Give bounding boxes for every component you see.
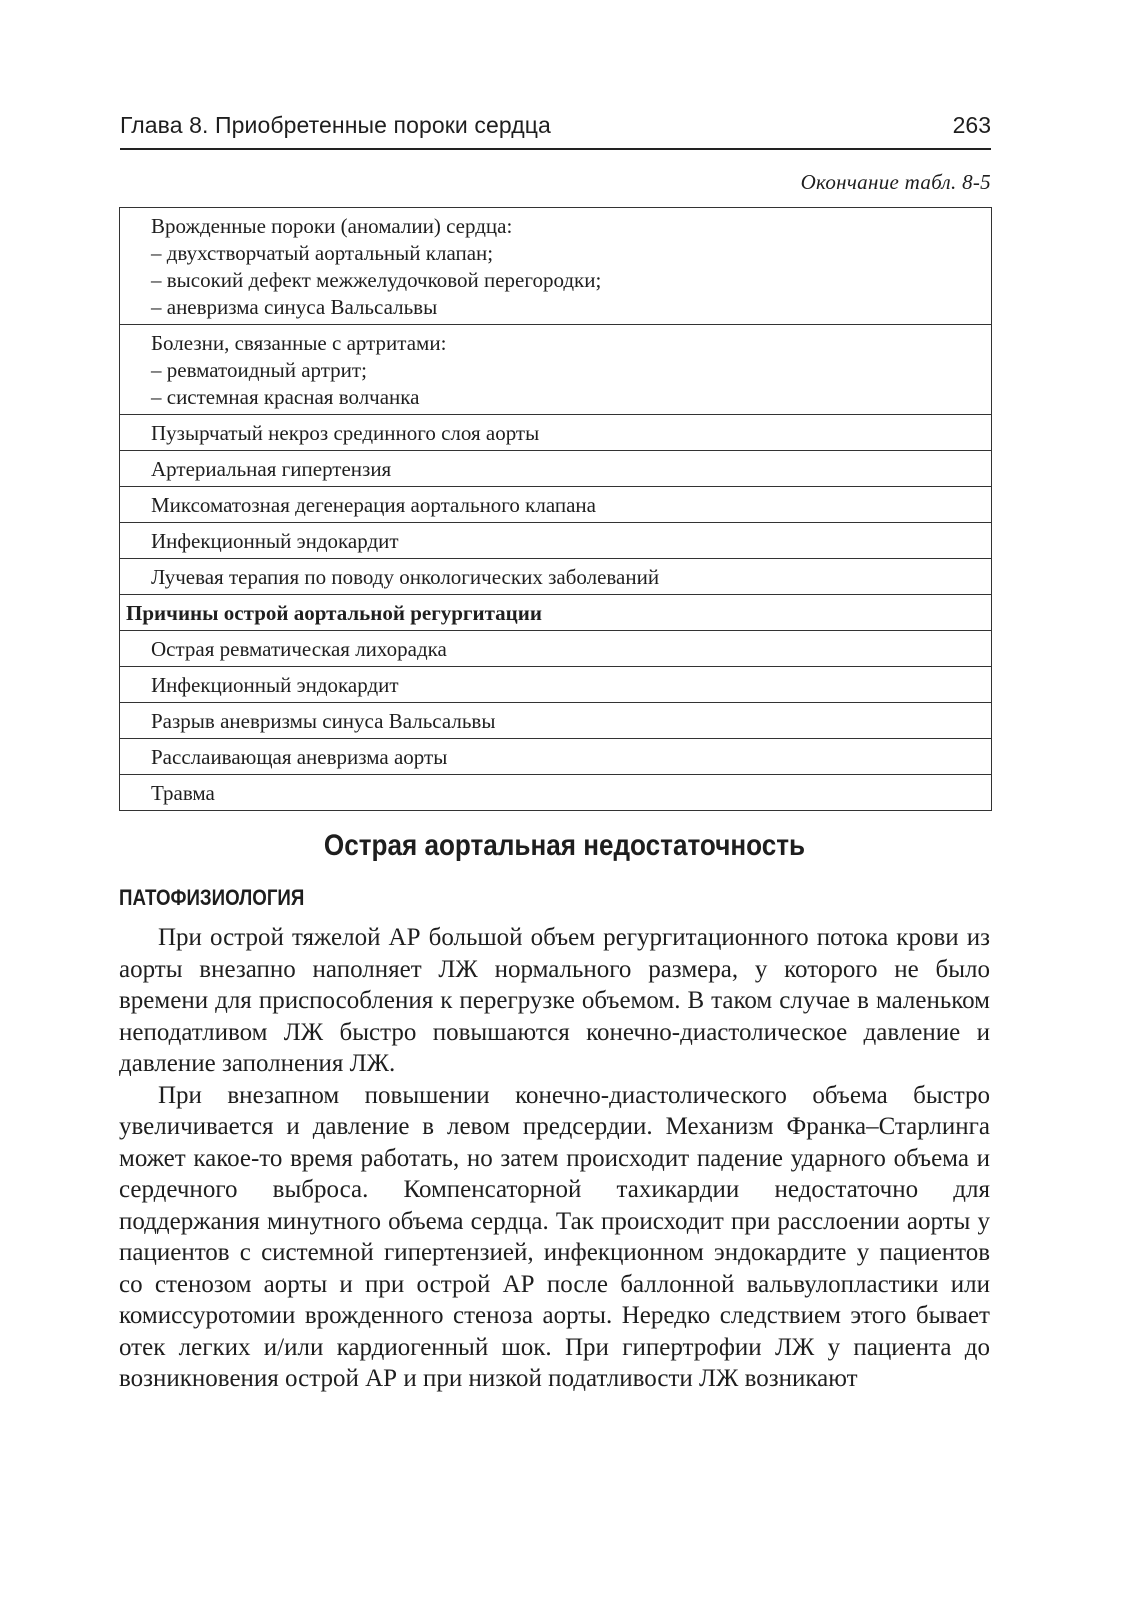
table-cell-line: Разрыв аневризмы синуса Вальсальвы xyxy=(151,709,496,733)
table-row xyxy=(120,559,992,595)
table-row xyxy=(120,208,992,325)
table-row xyxy=(120,523,992,559)
table-cell xyxy=(120,487,992,523)
table-cell xyxy=(120,703,992,739)
table-cell-line: Врожденные пороки (аномалии) сердца: xyxy=(151,214,513,238)
table-cell xyxy=(120,775,992,811)
table-section-heading xyxy=(120,595,992,631)
table-cell-line: Травма xyxy=(151,781,215,805)
table-cell-line: – двухстворчатый аортальный клапан; xyxy=(151,241,494,265)
chapter-title: Глава 8. Приобретенные пороки сердца xyxy=(120,112,551,138)
running-header xyxy=(120,112,991,150)
table-cell xyxy=(120,325,992,415)
table-row xyxy=(120,739,992,775)
table-cell xyxy=(120,415,992,451)
table-cell-line: – ревматоидный артрит; xyxy=(151,358,367,382)
table-row xyxy=(120,595,992,631)
table-row xyxy=(120,415,992,451)
table-cell-line: – системная красная волчанка xyxy=(151,385,420,409)
table-cell-line: Причины острой аортальной регургитации xyxy=(126,601,542,625)
section-title: Острая аортальная недостаточность xyxy=(323,829,806,862)
paragraph: При острой тяжелой АР большой объем регургитационного потока крови из аорты внезапно наполняет ЛЖ нормального размера, у которого не было времени для приспособления к перегрузке объемом. В таком случае в маленьком неподатливом ЛЖ быстро повышаются конечно-диастолическое давление и давление заполнения ЛЖ. xyxy=(119,924,990,1077)
paragraph: При внезапном повышении конечно-диастолического объема быстро увеличивается и давление в левом предсердии. Механизм Франка–Старлинга может какое-то время работать, но затем происходит падение ударного объема и сердечного выброса. Компенсаторной тахикардии недостаточно для поддержания минутного объема сердца. Так происходит при расслоении аорты у пациентов с системной гипертензией, инфекционном эндокардите у пациентов со стенозом аорты и при острой АР после баллонной вальвулопластики или комиссуротомии врожденного стеноза аорты. Нередко следствием этого бывает отек легких и/или кардиогенный шок. При гипертрофии ЛЖ у пациента до возникновения острой АР и при низкой податливости ЛЖ возникают xyxy=(119,1081,990,1392)
table-row xyxy=(120,325,992,415)
table-cell xyxy=(120,667,992,703)
subsection-title: ПАТОФИЗИОЛОГИЯ xyxy=(119,885,305,910)
body-text xyxy=(119,922,990,1395)
table-cell xyxy=(120,559,992,595)
table-cell-line: Лучевая терапия по поводу онкологических заболеваний xyxy=(151,565,660,589)
table-row xyxy=(120,631,992,667)
table-cell-line: Пузырчатый некроз срединного слоя аорты xyxy=(151,421,540,445)
table-row xyxy=(120,775,992,811)
table-caption: Окончание табл. 8-5 xyxy=(800,170,991,194)
table-cell-line: Расслаивающая аневризма аорты xyxy=(151,745,448,769)
causes-table-body xyxy=(120,208,992,811)
table-cell-line: Инфекционный эндокардит xyxy=(151,529,399,553)
causes-table xyxy=(119,207,992,811)
table-cell-line: Артериальная гипертензия xyxy=(151,457,392,481)
table-cell-line: Острая ревматическая лихорадка xyxy=(151,637,447,661)
table-cell xyxy=(120,208,992,325)
table-cell-line: Болезни, связанные с артритами: xyxy=(151,331,447,355)
table-cell-line: – аневризма синуса Вальсальвы xyxy=(151,295,438,319)
page-number: 263 xyxy=(952,112,991,138)
table-cell-line: – высокий дефект межжелудочковой перегородки; xyxy=(151,268,602,292)
table-cell xyxy=(120,523,992,559)
table-cell xyxy=(120,631,992,667)
table-row xyxy=(120,703,992,739)
table-cell xyxy=(120,739,992,775)
table-row xyxy=(120,667,992,703)
table-row xyxy=(120,451,992,487)
table-cell-line: Инфекционный эндокардит xyxy=(151,673,399,697)
table-row xyxy=(120,487,992,523)
table-cell-line: Миксоматозная дегенерация аортального клапана xyxy=(151,493,596,517)
table-cell xyxy=(120,451,992,487)
